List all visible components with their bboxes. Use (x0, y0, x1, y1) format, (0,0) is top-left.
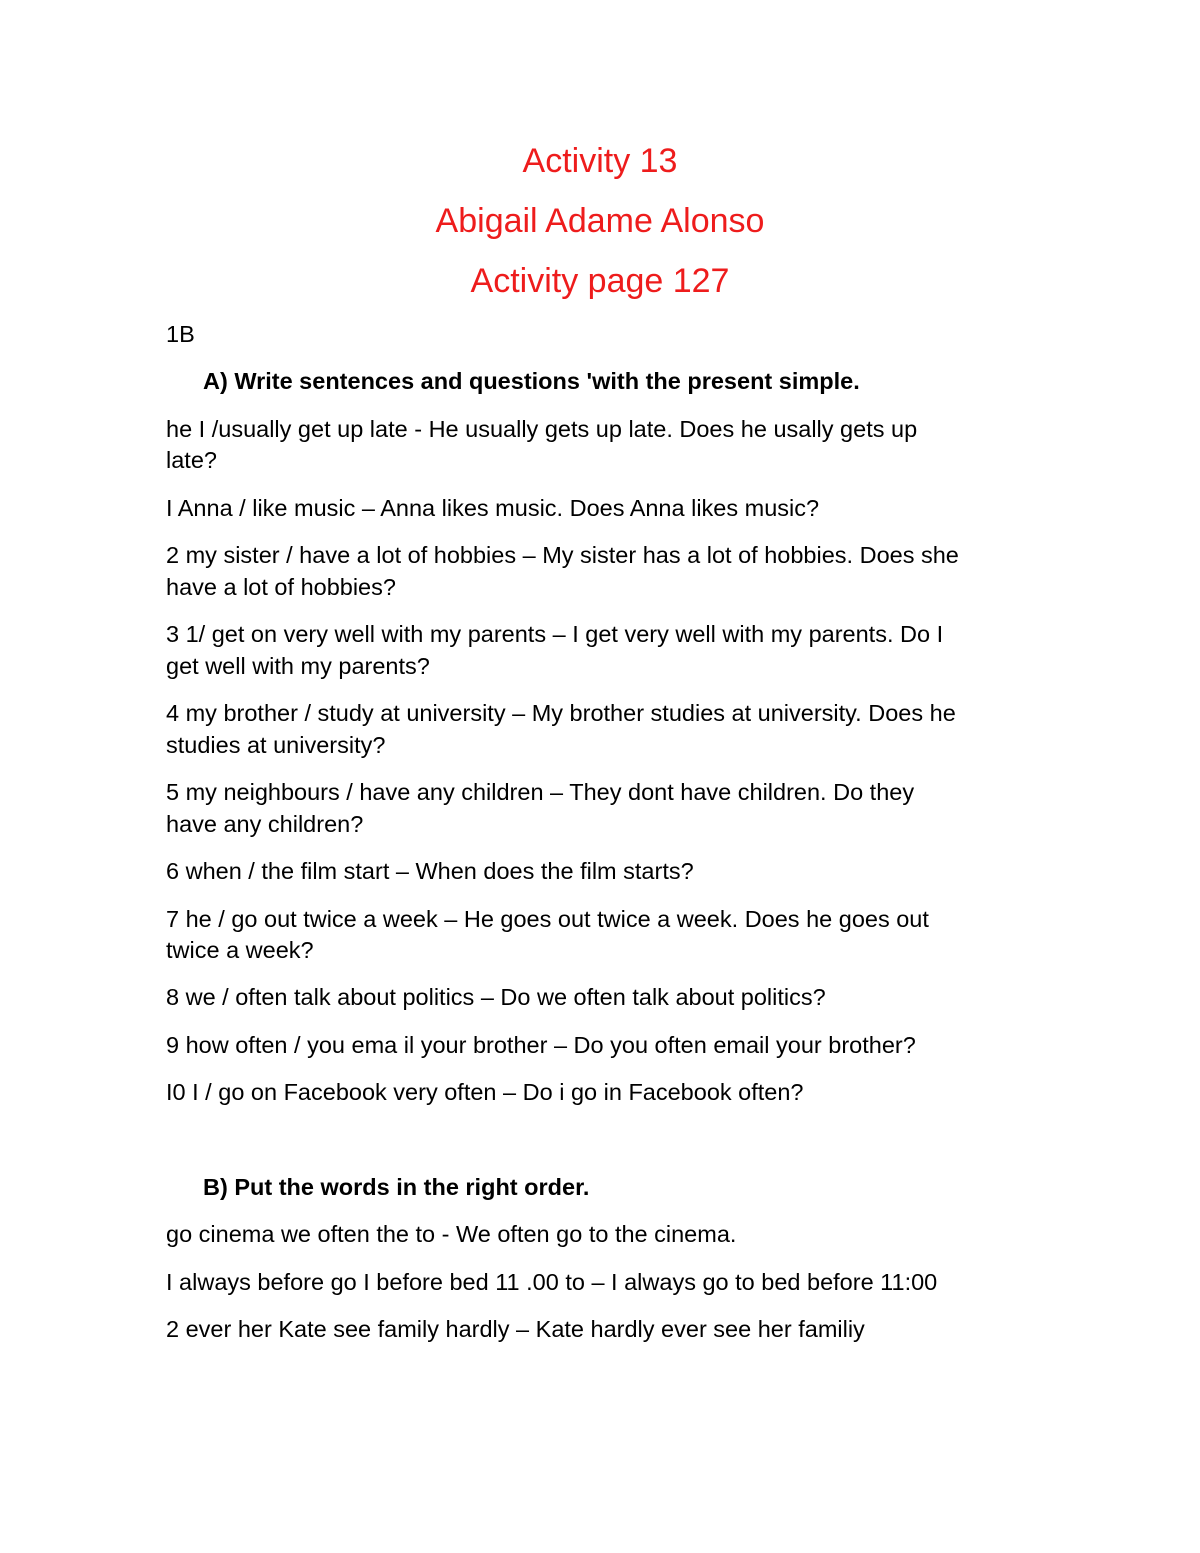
part-a-item-3-line-0: 3 1/ get on very well with my parents – I get very well with my parents. Do I (166, 621, 944, 647)
part-a-item-0-line-1: late? (166, 447, 217, 473)
part-a-item-4-line-1: studies at university? (166, 732, 386, 758)
part-b-item-0-line-0: go cinema we often the to - We often go to the cinema. (166, 1221, 737, 1247)
part-a-item-4-line-0: 4 my brother / study at university – My brother studies at university. Does he (166, 700, 956, 726)
section-label: 1B (166, 321, 195, 347)
part-b-item-2-line-0: 2 ever her Kate see family hardly – Kate hardly ever see her familiy (166, 1316, 865, 1342)
part-a-item-2-line-0: 2 my sister / have a lot of hobbies – My sister has a lot of hobbies. Does she (166, 542, 959, 568)
document-title: Activity 13 (522, 142, 678, 180)
part-a-item-8-line-0: 8 we / often talk about politics – Do we often talk about politics? (166, 984, 826, 1010)
part-a-item-5-line-1: have any children? (166, 811, 364, 837)
part-b-item-1-line-0: I always before go I before bed 11 .00 to – I always go to bed before 11:00 (166, 1269, 938, 1295)
part-a-item-5-line-0: 5 my neighbours / have any children – They dont have children. Do they (166, 779, 915, 805)
part-a-item-7-line-1: twice a week? (166, 937, 314, 963)
part-a-item-3-line-1: get well with my parents? (166, 653, 430, 679)
part-a-item-0-line-0: he I /usually get up late - He usually gets up late. Does he usally gets up (166, 416, 918, 442)
part-a-item-10-line-0: I0 I / go on Facebook very often – Do i go in Facebook often? (166, 1079, 804, 1105)
part-a-item-7-line-0: 7 he / go out twice a week – He goes out twice a week. Does he goes out (166, 906, 929, 932)
part-a-heading: A) Write sentences and questions 'with the present simple. (203, 368, 860, 394)
part-b-heading: B) Put the words in the right order. (203, 1174, 590, 1200)
part-a-item-9-line-0: 9 how often / you ema il your brother – Do you often email your brother? (166, 1032, 916, 1058)
part-a-item-1-line-0: I Anna / like music – Anna likes music. Does Anna likes music? (166, 495, 820, 521)
part-a-item-2-line-1: have a lot of hobbies? (166, 574, 396, 600)
document-subtitle: Activity page 127 (470, 262, 730, 300)
part-a-item-6-line-0: 6 when / the film start – When does the film starts? (166, 858, 694, 884)
author-name: Abigail Adame Alonso (435, 202, 765, 240)
